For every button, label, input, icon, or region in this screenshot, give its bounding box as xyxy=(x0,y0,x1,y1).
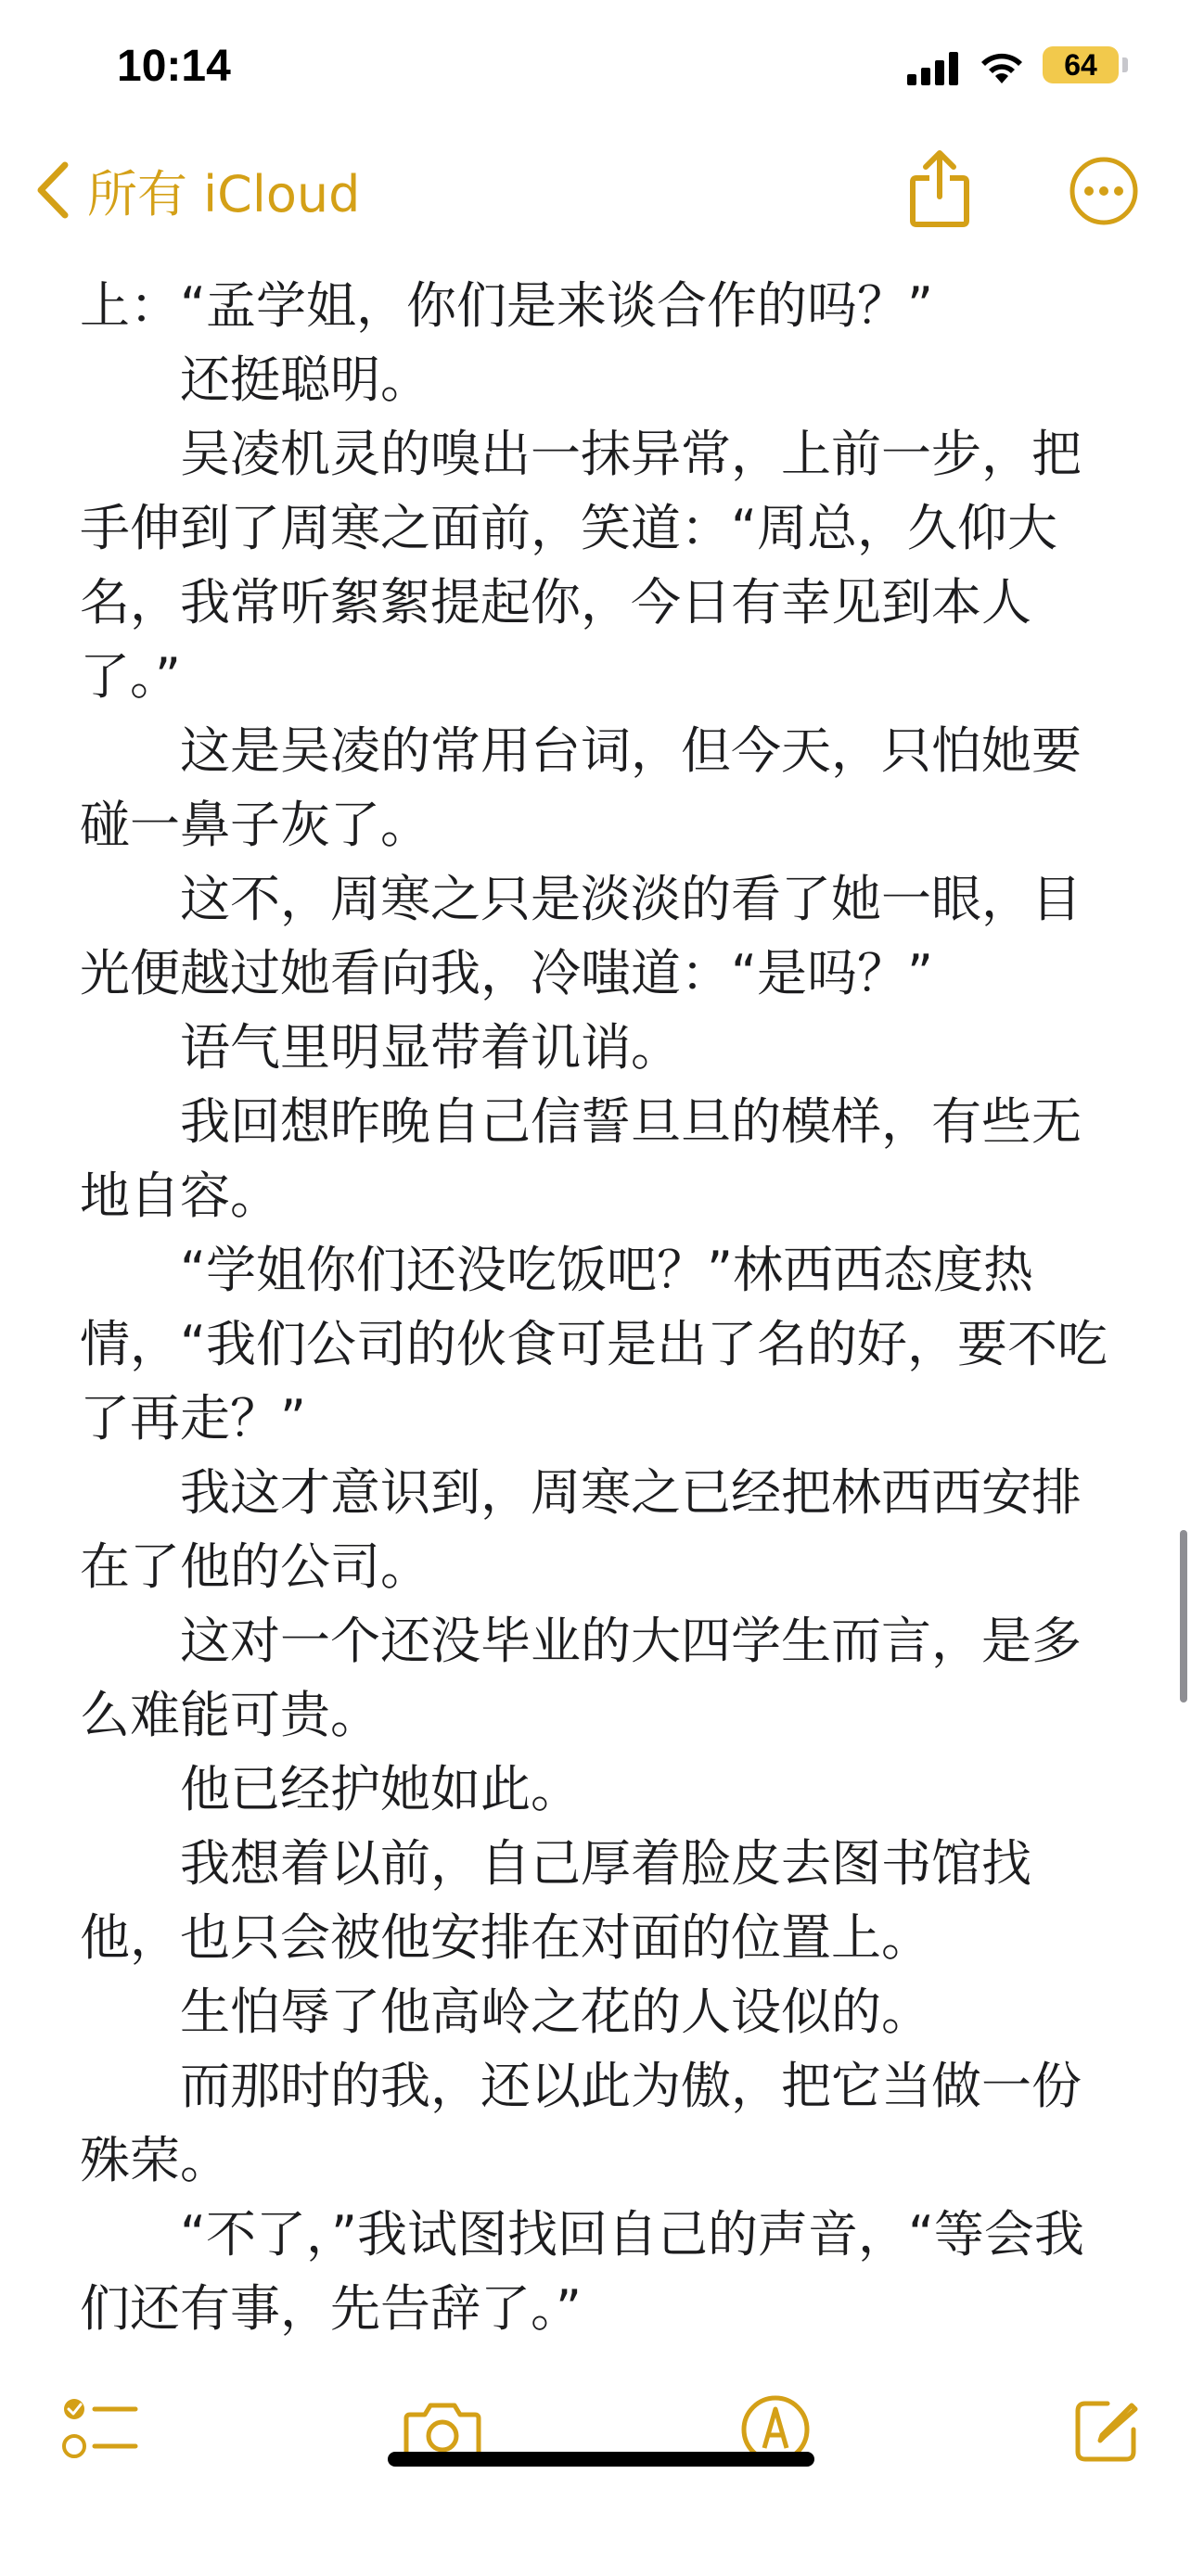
note-paragraph: 还挺聪明。 xyxy=(180,351,430,409)
note-paragraph: 这对一个还没毕业的大四学生而言，是多么难能可贵。 xyxy=(80,1612,1082,1744)
bottom-toolbar xyxy=(0,2374,1191,2485)
note-paragraph: 而那时的我，还以此为傲，把它当做一份殊荣。 xyxy=(80,2057,1082,2189)
note-paragraph: “不了，”我试图找回自己的声音，“等会我们还有事，先告辞了。” xyxy=(80,2205,1084,2338)
note-paragraph: “学姐你们还没吃饭吧？”林西西态度热情，“我们公司的伙食可是出了名的好，要不吃了再走？” xyxy=(80,1241,1108,1447)
more-icon[interactable] xyxy=(1069,156,1139,226)
note-paragraph: 我这才意识到，周寒之已经把林西西安排在了他的公司。 xyxy=(80,1463,1082,1596)
note-paragraph: 语气里明显带着讥诮。 xyxy=(180,1018,681,1077)
wifi-icon xyxy=(978,48,1026,85)
note-paragraph: 吴凌机灵的嗅出一抹异常，上前一步，把手伸到了周寒之面前，笑道：“周总，久仰大名，我常听絮絮提起你，今日有幸见到本人了。” xyxy=(80,425,1082,706)
status-time: 10:14 xyxy=(117,42,231,91)
battery-tip xyxy=(1122,57,1128,72)
note-paragraph: 他已经护她如此。 xyxy=(180,1760,581,1818)
back-label: 所有 iCloud xyxy=(87,164,361,223)
navigation-bar xyxy=(0,139,1191,241)
note-paragraph: 我回想昨晚自己信誓旦旦的模样，有些无地自容。 xyxy=(80,1092,1082,1225)
back-button[interactable] xyxy=(33,158,360,223)
home-indicator[interactable] xyxy=(388,2452,814,2467)
checklist-icon[interactable] xyxy=(61,2392,141,2467)
share-icon[interactable] xyxy=(907,148,972,228)
status-bar xyxy=(0,0,1191,130)
chevron-left-icon xyxy=(33,159,70,221)
note-paragraph: 生怕辱了他高岭之花的人设似的。 xyxy=(180,1983,931,2041)
cellular-signal-icon xyxy=(907,52,959,85)
note-paragraph: 这不，周寒之只是淡淡的看了她一眼，目光便越过她看向我，冷嗤道：“是吗？” xyxy=(80,870,1082,1002)
note-paragraph: 这是吴凌的常用台词，但今天，只怕她要碰一鼻子灰了。 xyxy=(80,721,1082,854)
note-body[interactable] xyxy=(80,269,1117,2346)
note-paragraph: 我想着以前，自己厚着脸皮去图书馆找他，也只会被他安排在对面的位置上。 xyxy=(80,1834,1031,1967)
scroll-indicator[interactable] xyxy=(1180,1530,1187,1702)
note-paragraph: 上：“孟学姐，你们是来谈合作的吗？” xyxy=(80,276,933,335)
compose-icon[interactable] xyxy=(1070,2392,1145,2467)
battery-level: 64 xyxy=(1043,46,1119,83)
